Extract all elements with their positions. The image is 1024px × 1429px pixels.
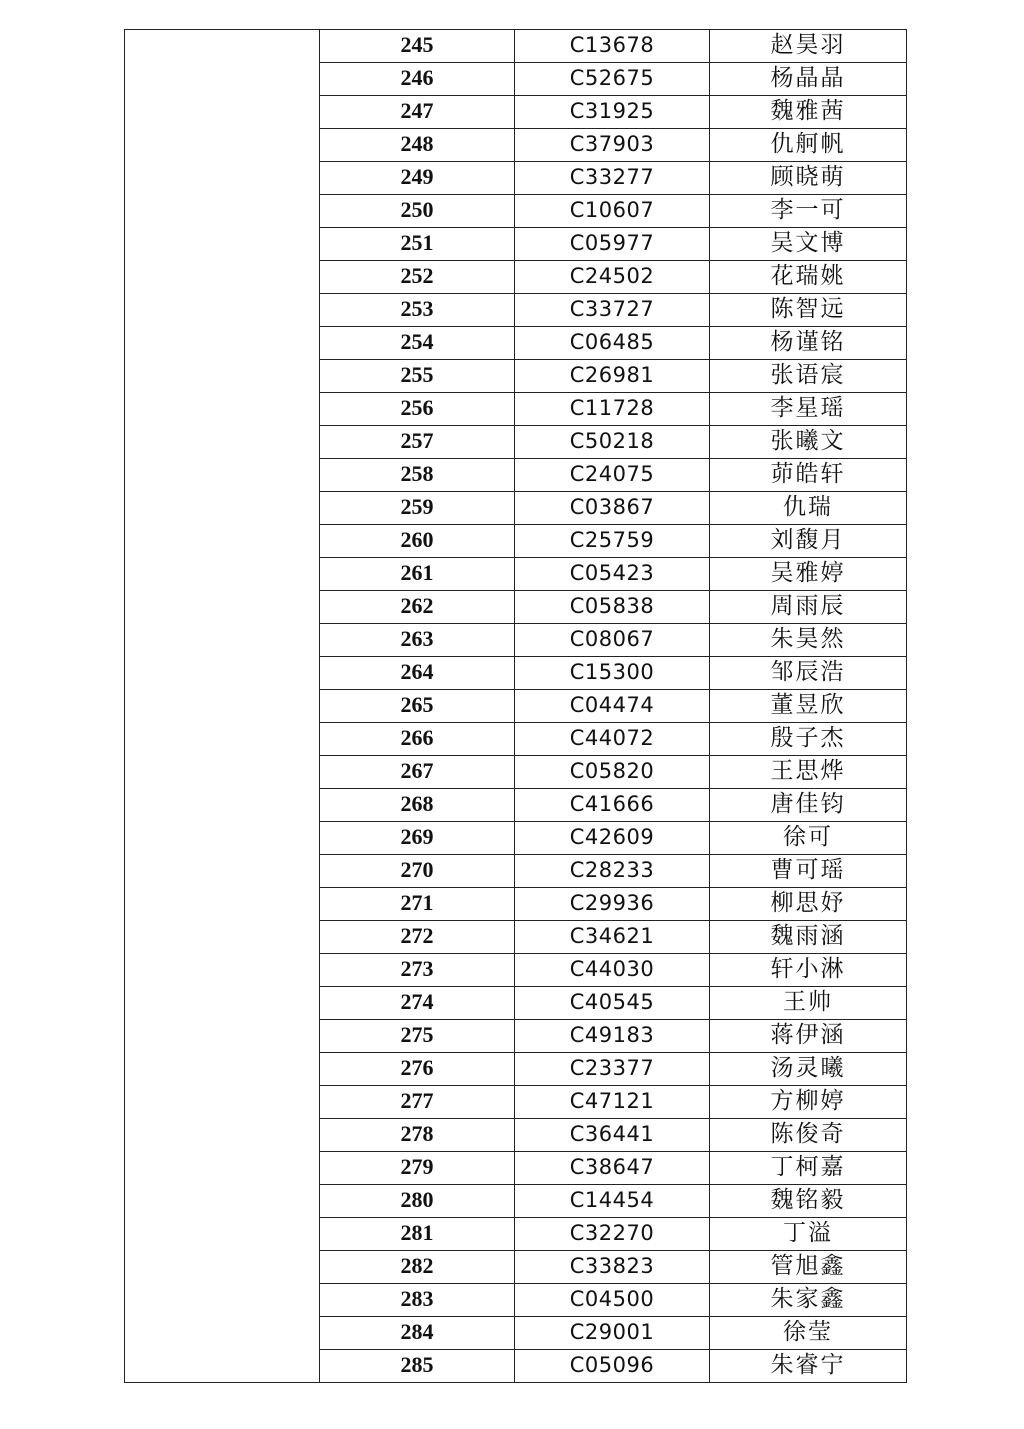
student-name-cell	[710, 591, 907, 624]
serial-number: 269	[400, 824, 434, 849]
serial-number-cell	[320, 1119, 515, 1152]
candidate-id: C29001	[569, 1320, 655, 1344]
candidate-id-cell	[515, 954, 710, 987]
student-name: 王帅	[783, 989, 833, 1015]
student-name-cell	[710, 162, 907, 195]
serial-number: 280	[400, 1187, 434, 1212]
serial-number: 285	[400, 1352, 434, 1377]
candidate-id: C24075	[569, 462, 655, 486]
student-name: 柳思妤	[770, 890, 846, 916]
student-name-cell	[710, 657, 907, 690]
student-name-cell	[710, 756, 907, 789]
serial-number: 256	[400, 395, 434, 420]
serial-number-cell	[320, 1185, 515, 1218]
student-name-cell	[710, 393, 907, 426]
candidate-id-cell	[515, 1350, 710, 1383]
candidate-id: C49183	[569, 1023, 655, 1047]
student-name: 花瑞姚	[770, 263, 846, 289]
serial-number-cell	[320, 690, 515, 723]
candidate-id: C13678	[569, 33, 655, 57]
candidate-id-cell	[515, 63, 710, 96]
candidate-id: C05838	[569, 594, 655, 618]
serial-number-cell	[320, 987, 515, 1020]
student-name: 魏雨涵	[770, 923, 846, 949]
student-name: 蒋伊涵	[770, 1022, 846, 1048]
serial-number-cell	[320, 195, 515, 228]
serial-number: 245	[400, 32, 434, 57]
serial-number-cell	[320, 657, 515, 690]
candidate-id-cell	[515, 393, 710, 426]
candidate-id: C38647	[569, 1155, 655, 1179]
serial-number-cell	[320, 921, 515, 954]
serial-number: 277	[400, 1088, 434, 1113]
student-name: 茆皓轩	[770, 461, 846, 487]
serial-number: 276	[400, 1055, 434, 1080]
serial-number: 250	[400, 197, 434, 222]
student-name: 汤灵曦	[770, 1055, 846, 1081]
student-name: 赵昊羽	[770, 32, 846, 58]
serial-number: 267	[400, 758, 434, 783]
serial-number-cell	[320, 1317, 515, 1350]
candidate-id-cell	[515, 756, 710, 789]
student-name-cell	[710, 1317, 907, 1350]
serial-number: 258	[400, 461, 434, 486]
student-name: 朱家鑫	[770, 1286, 846, 1312]
serial-number: 251	[400, 230, 434, 255]
student-name-cell	[710, 1251, 907, 1284]
serial-number: 249	[400, 164, 434, 189]
candidate-id-cell	[515, 558, 710, 591]
serial-number-cell	[320, 360, 515, 393]
candidate-id-cell	[515, 657, 710, 690]
serial-number-cell	[320, 492, 515, 525]
student-name-cell	[710, 987, 907, 1020]
student-name-cell	[710, 525, 907, 558]
student-name-cell	[710, 1053, 907, 1086]
merged-blank-cell	[125, 30, 320, 1383]
candidate-id: C32270	[569, 1221, 655, 1245]
student-name-cell	[710, 195, 907, 228]
serial-number-cell	[320, 294, 515, 327]
candidate-id-cell	[515, 1086, 710, 1119]
candidate-id: C31925	[569, 99, 655, 123]
serial-number: 283	[400, 1286, 434, 1311]
serial-number-cell	[320, 261, 515, 294]
candidate-id: C05423	[569, 561, 655, 585]
serial-number-cell	[320, 756, 515, 789]
student-name-cell	[710, 822, 907, 855]
student-name: 杨晶晶	[770, 65, 846, 91]
serial-number: 253	[400, 296, 434, 321]
student-name-cell	[710, 558, 907, 591]
student-name: 王思烨	[770, 758, 846, 784]
student-name: 张曦文	[770, 428, 846, 454]
student-name-cell	[710, 954, 907, 987]
student-name-cell	[710, 294, 907, 327]
candidate-id: C44072	[569, 726, 655, 750]
candidate-id-cell	[515, 1053, 710, 1086]
student-name-cell	[710, 855, 907, 888]
roster-table-body	[125, 30, 907, 1383]
candidate-id-cell	[515, 789, 710, 822]
serial-number-cell	[320, 1251, 515, 1284]
candidate-id: C26981	[569, 363, 655, 387]
candidate-id-cell	[515, 360, 710, 393]
student-name: 陈俊奇	[770, 1121, 846, 1147]
candidate-id-cell	[515, 228, 710, 261]
student-name: 轩小淋	[770, 956, 846, 982]
student-name-cell	[710, 1350, 907, 1383]
student-name-cell	[710, 30, 907, 63]
serial-number-cell	[320, 162, 515, 195]
candidate-id-cell	[515, 591, 710, 624]
candidate-id: C41666	[569, 792, 655, 816]
serial-number: 260	[400, 527, 434, 552]
serial-number: 281	[400, 1220, 434, 1245]
student-name: 丁溢	[783, 1220, 833, 1246]
candidate-id-cell	[515, 492, 710, 525]
serial-number: 284	[400, 1319, 434, 1344]
candidate-id: C04500	[569, 1287, 655, 1311]
candidate-id: C33823	[569, 1254, 655, 1278]
candidate-id-cell	[515, 30, 710, 63]
candidate-id: C50218	[569, 429, 655, 453]
serial-number: 268	[400, 791, 434, 816]
candidate-id-cell	[515, 624, 710, 657]
serial-number-cell	[320, 1284, 515, 1317]
student-name: 仇舸帆	[770, 131, 846, 157]
candidate-id-cell	[515, 327, 710, 360]
roster-table	[124, 29, 907, 1383]
candidate-id: C11728	[569, 396, 655, 420]
candidate-id: C33277	[569, 165, 655, 189]
serial-number-cell	[320, 855, 515, 888]
candidate-id-cell	[515, 1020, 710, 1053]
serial-number-cell	[320, 723, 515, 756]
candidate-id-cell	[515, 426, 710, 459]
serial-number: 261	[400, 560, 434, 585]
student-name: 魏雅茜	[770, 98, 846, 124]
serial-number: 252	[400, 263, 434, 288]
student-name-cell	[710, 1284, 907, 1317]
student-name-cell	[710, 228, 907, 261]
serial-number: 278	[400, 1121, 434, 1146]
serial-number-cell	[320, 1218, 515, 1251]
candidate-id-cell	[515, 1152, 710, 1185]
candidate-id: C34621	[569, 924, 655, 948]
candidate-id-cell	[515, 1119, 710, 1152]
candidate-id-cell	[515, 129, 710, 162]
candidate-id: C06485	[569, 330, 655, 354]
student-name-cell	[710, 129, 907, 162]
student-name: 曹可瑶	[770, 857, 846, 883]
student-name: 管旭鑫	[770, 1253, 846, 1279]
candidate-id: C33727	[569, 297, 655, 321]
serial-number-cell	[320, 1350, 515, 1383]
candidate-id: C36441	[569, 1122, 655, 1146]
candidate-id: C47121	[569, 1089, 655, 1113]
candidate-id: C28233	[569, 858, 655, 882]
student-name-cell	[710, 96, 907, 129]
serial-number-cell	[320, 426, 515, 459]
candidate-id-cell	[515, 195, 710, 228]
serial-number-cell	[320, 558, 515, 591]
candidate-id: C25759	[569, 528, 655, 552]
student-name: 殷子杰	[770, 725, 846, 751]
student-name: 李一可	[770, 197, 846, 223]
student-name: 仇瑞	[783, 494, 833, 520]
candidate-id: C14454	[569, 1188, 655, 1212]
student-name: 吴雅婷	[770, 560, 846, 586]
student-name: 徐莹	[783, 1319, 833, 1345]
student-name-cell	[710, 360, 907, 393]
serial-number: 282	[400, 1253, 434, 1278]
candidate-id-cell	[515, 459, 710, 492]
student-name: 吴文博	[770, 230, 846, 256]
candidate-id-cell	[515, 888, 710, 921]
student-name-cell	[710, 690, 907, 723]
table-row	[125, 30, 907, 63]
serial-number: 265	[400, 692, 434, 717]
candidate-id: C15300	[569, 660, 655, 684]
candidate-id-cell	[515, 855, 710, 888]
serial-number: 254	[400, 329, 434, 354]
candidate-id-cell	[515, 294, 710, 327]
serial-number: 264	[400, 659, 434, 684]
candidate-id: C52675	[569, 66, 655, 90]
candidate-id-cell	[515, 723, 710, 756]
serial-number-cell	[320, 1152, 515, 1185]
candidate-id: C23377	[569, 1056, 655, 1080]
serial-number-cell	[320, 822, 515, 855]
serial-number-cell	[320, 30, 515, 63]
student-name: 周雨辰	[770, 593, 846, 619]
serial-number: 247	[400, 98, 434, 123]
student-name-cell	[710, 426, 907, 459]
student-name: 张语宸	[770, 362, 846, 388]
candidate-id: C37903	[569, 132, 655, 156]
serial-number-cell	[320, 1086, 515, 1119]
serial-number: 272	[400, 923, 434, 948]
student-name: 丁柯嘉	[770, 1154, 846, 1180]
candidate-id: C03867	[569, 495, 655, 519]
serial-number: 257	[400, 428, 434, 453]
candidate-id-cell	[515, 1284, 710, 1317]
student-name-cell	[710, 921, 907, 954]
candidate-id-cell	[515, 1218, 710, 1251]
serial-number: 248	[400, 131, 434, 156]
candidate-id-cell	[515, 690, 710, 723]
candidate-id: C10607	[569, 198, 655, 222]
serial-number-cell	[320, 459, 515, 492]
student-name: 魏铭毅	[770, 1187, 846, 1213]
student-name: 杨谨铭	[770, 329, 846, 355]
serial-number-cell	[320, 96, 515, 129]
student-name-cell	[710, 888, 907, 921]
serial-number-cell	[320, 228, 515, 261]
serial-number-cell	[320, 327, 515, 360]
serial-number-cell	[320, 1053, 515, 1086]
candidate-id-cell	[515, 822, 710, 855]
candidate-id-cell	[515, 1185, 710, 1218]
student-name: 朱昊然	[770, 626, 846, 652]
serial-number: 279	[400, 1154, 434, 1179]
serial-number-cell	[320, 954, 515, 987]
candidate-id-cell	[515, 525, 710, 558]
serial-number: 263	[400, 626, 434, 651]
candidate-id: C05977	[569, 231, 655, 255]
serial-number: 271	[400, 890, 434, 915]
serial-number-cell	[320, 591, 515, 624]
candidate-id-cell	[515, 162, 710, 195]
student-name-cell	[710, 1185, 907, 1218]
student-name-cell	[710, 1086, 907, 1119]
student-name: 朱睿宁	[770, 1352, 846, 1378]
serial-number-cell	[320, 129, 515, 162]
candidate-id: C08067	[569, 627, 655, 651]
serial-number: 259	[400, 494, 434, 519]
student-name-cell	[710, 261, 907, 294]
student-name-cell	[710, 459, 907, 492]
candidate-id: C04474	[569, 693, 655, 717]
student-name: 唐佳钧	[770, 791, 846, 817]
student-name: 陈智远	[770, 296, 846, 322]
serial-number: 274	[400, 989, 434, 1014]
student-name-cell	[710, 789, 907, 822]
candidate-id-cell	[515, 96, 710, 129]
candidate-id-cell	[515, 1317, 710, 1350]
serial-number-cell	[320, 888, 515, 921]
student-name: 顾晓萌	[770, 164, 846, 190]
serial-number: 266	[400, 725, 434, 750]
student-name: 刘馥月	[770, 527, 846, 553]
serial-number: 262	[400, 593, 434, 618]
student-name-cell	[710, 1218, 907, 1251]
candidate-id-cell	[515, 987, 710, 1020]
serial-number-cell	[320, 1020, 515, 1053]
student-name-cell	[710, 63, 907, 96]
candidate-id: C42609	[569, 825, 655, 849]
student-name-cell	[710, 624, 907, 657]
student-name: 李星瑶	[770, 395, 846, 421]
student-name: 邹辰浩	[770, 659, 846, 685]
student-name-cell	[710, 327, 907, 360]
serial-number-cell	[320, 393, 515, 426]
serial-number: 273	[400, 956, 434, 981]
student-name: 董昱欣	[770, 692, 846, 718]
student-name-cell	[710, 723, 907, 756]
candidate-id: C05820	[569, 759, 655, 783]
serial-number-cell	[320, 789, 515, 822]
candidate-id-cell	[515, 921, 710, 954]
candidate-id: C44030	[569, 957, 655, 981]
candidate-id: C05096	[569, 1353, 655, 1377]
candidate-id: C40545	[569, 990, 655, 1014]
serial-number-cell	[320, 525, 515, 558]
candidate-id: C29936	[569, 891, 655, 915]
serial-number: 275	[400, 1022, 434, 1047]
candidate-id-cell	[515, 261, 710, 294]
student-name-cell	[710, 1020, 907, 1053]
student-name-cell	[710, 492, 907, 525]
candidate-id-cell	[515, 1251, 710, 1284]
student-name: 方柳婷	[770, 1088, 846, 1114]
student-name: 徐可	[783, 824, 833, 850]
serial-number-cell	[320, 624, 515, 657]
student-name-cell	[710, 1152, 907, 1185]
serial-number: 270	[400, 857, 434, 882]
student-name-cell	[710, 1119, 907, 1152]
serial-number: 246	[400, 65, 434, 90]
candidate-id: C24502	[569, 264, 655, 288]
serial-number: 255	[400, 362, 434, 387]
serial-number-cell	[320, 63, 515, 96]
